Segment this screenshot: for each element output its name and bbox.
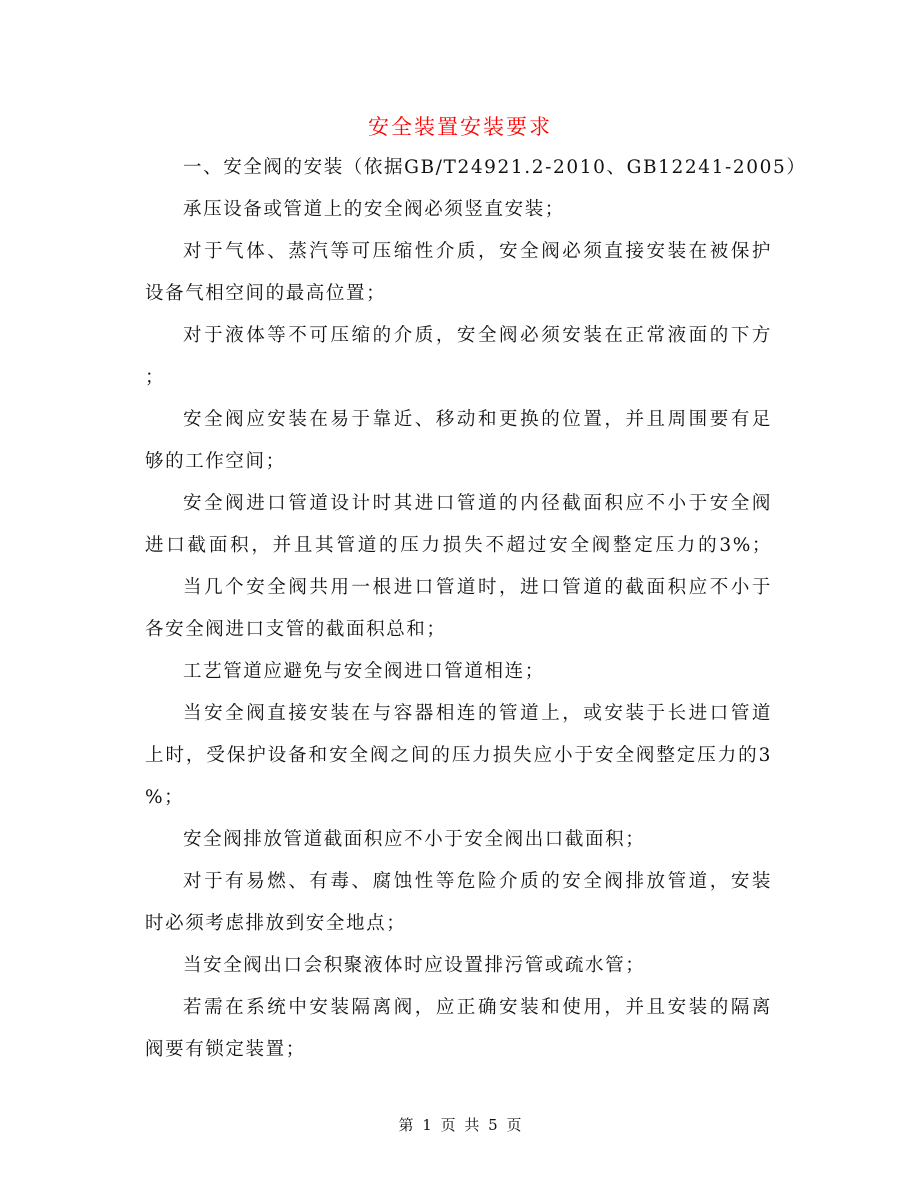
paragraph-line: ； <box>145 367 166 388</box>
paragraph-line: 工艺管道应避免与安全阀进口管道相连； <box>183 661 545 682</box>
paragraph-line: 上时，受保护设备和安全阀之间的压力损失应小于安全阀整定压力的3 <box>145 745 772 766</box>
paragraph-line: 对于气体、蒸汽等可压缩性介质，安全阀必须直接安装在被保护 <box>183 241 772 262</box>
paragraph-line: 进口截面积，并且其管道的压力损失不超过安全阀整定压力的3%； <box>145 535 772 556</box>
paragraph-line: 够的工作空间； <box>145 451 286 472</box>
paragraph-line: 时必须考虑排放到安全地点； <box>145 913 407 934</box>
paragraph-line: 对于液体等不可压缩的介质，安全阀必须安装在正常液面的下方 <box>183 325 772 346</box>
paragraph-line: 当几个安全阀共用一根进口管道时，进口管道的截面积应不小于 <box>183 577 772 598</box>
paragraph-line: 当安全阀出口会积聚液体时应设置排污管或疏水管； <box>183 955 646 976</box>
paragraph-line: 阀要有锁定装置； <box>145 1039 306 1060</box>
document-body <box>145 153 807 1077</box>
paragraph-line: 对于有易燃、有毒、腐蚀性等危险介质的安全阀排放管道，安装 <box>183 871 772 892</box>
section-heading: 一、安全阀的安装（依据GB/T24921.2-2010、GB12241-2005） <box>183 157 807 178</box>
paragraph-line: 安全阀应安装在易于靠近、移动和更换的位置，并且周围要有足 <box>183 409 772 430</box>
paragraph-line: 各安全阀进口支管的截面积总和； <box>145 619 447 640</box>
paragraph-line: 设备气相空间的最高位置； <box>145 283 387 304</box>
paragraph-line: 安全阀排放管道截面积应不小于安全阀出口截面积； <box>183 829 646 850</box>
paragraph-line: 承压设备或管道上的安全阀必须竖直安装； <box>183 199 565 220</box>
document-title: 安全装置安装要求 <box>368 115 552 139</box>
paragraph-line: 若需在系统中安装隔离阀，应正确安装和使用，并且安装的隔离 <box>183 997 772 1018</box>
paragraph-line: %； <box>145 787 185 808</box>
paragraph-line: 当安全阀直接安装在与容器相连的管道上，或安装于长进口管道 <box>183 703 772 724</box>
paragraph-line: 安全阀进口管道设计时其进口管道的内径截面积应不小于安全阀 <box>183 493 772 514</box>
page-footer: 第 1 页 共 5 页 <box>398 1116 522 1134</box>
